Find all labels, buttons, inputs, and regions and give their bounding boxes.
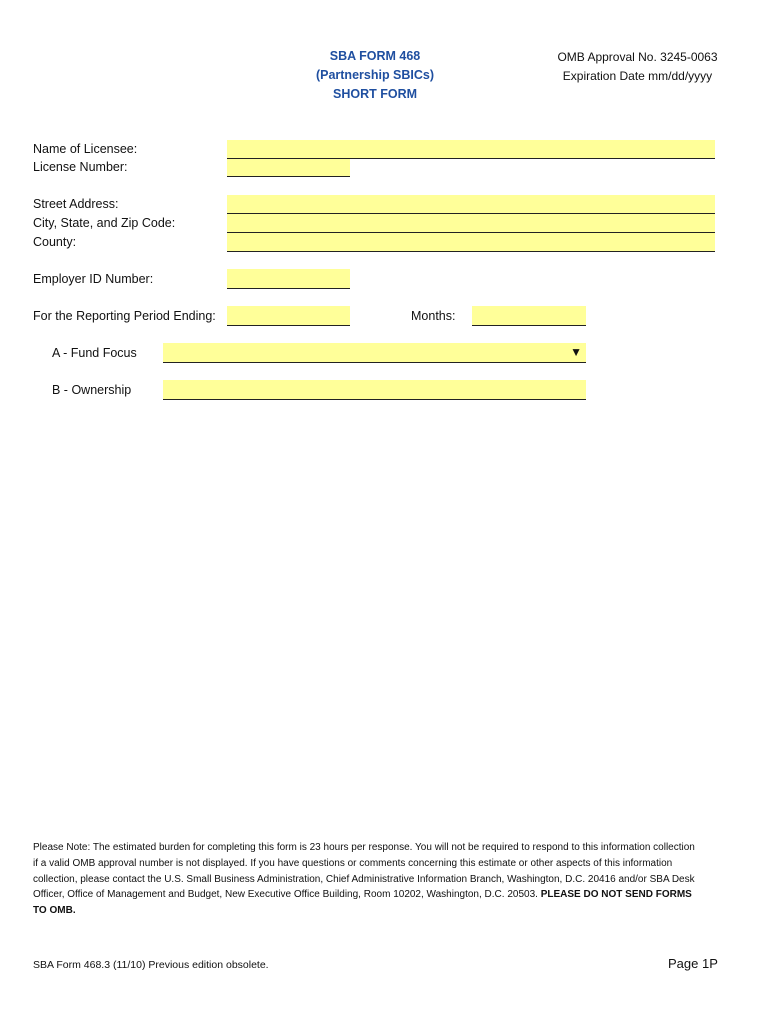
licensee-name-input[interactable] [227,140,715,159]
employer-id-input[interactable] [227,269,350,289]
burden-note-emphasis: PLEASE DO NOT SEND FORMS TO OMB. [33,889,692,917]
street-address-input[interactable] [227,195,715,214]
street-address-label: Street Address: [33,197,119,211]
burden-note-text: Please Note: The estimated burden for completing this form is 23 hours per response. You will not be required to respond to this information collection if a valid OMB approval number is not displayed. If you have questions or comments concerning this estimate or other aspects of this information collection, please contact the U.S. Small Business Administration, Chief Administrative Information Branch, Washington, D.C. 20416 and/or SBA Desk Officer, Office of Management and Budget, New Executive Office Building, Room 10202, Washington, D.C. 20503. [33,842,695,901]
city-state-zip-label: City, State, and Zip Code: [33,216,176,230]
license-number-input[interactable] [227,159,350,177]
fund-focus-select[interactable] [163,343,586,363]
license-number-label: License Number: [33,160,128,174]
page-number: Page 1P [668,956,718,971]
burden-note [33,840,701,919]
expiration-date: Expiration Date mm/dd/yyyy [562,69,713,83]
form-subtitle: (Partnership SBICs) [315,68,435,82]
employer-id-label: Employer ID Number: [33,272,154,286]
form-title: SBA FORM 468 [329,49,421,63]
county-input[interactable] [227,233,715,252]
ownership-label: B - Ownership [52,383,132,397]
form-footer-id: SBA Form 468.3 (11/10) Previous edition obsolete. [33,959,269,971]
months-label: Months: [411,309,456,323]
omb-approval-number: OMB Approval No. 3245-0063 [557,50,718,64]
licensee-name-label: Name of Licensee: [33,142,138,156]
city-state-zip-input[interactable] [227,214,715,233]
ownership-input[interactable] [163,380,586,400]
triangle-down-icon[interactable]: ▼ [570,345,582,359]
county-label: County: [33,235,77,249]
reporting-period-input[interactable] [227,306,350,326]
months-input[interactable] [472,306,586,326]
form-type: SHORT FORM [332,87,418,101]
reporting-period-label: For the Reporting Period Ending: [33,309,216,323]
fund-focus-label: A - Fund Focus [52,346,137,360]
